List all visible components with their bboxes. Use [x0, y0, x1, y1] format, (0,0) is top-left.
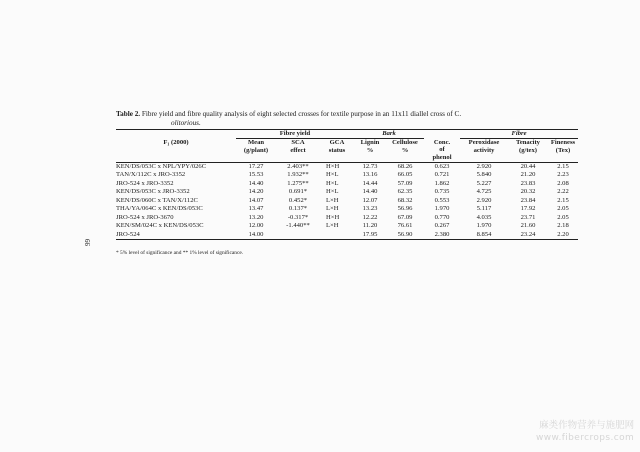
cell-gca: H×L	[326, 179, 339, 187]
column-header-line: F₁ (2000)	[163, 138, 189, 146]
cell-fineness: 2.20	[548, 231, 578, 240]
column-header	[548, 139, 578, 163]
header-group-fibre-yield: Fibre yield	[236, 130, 354, 139]
cell-phenol: 0.721	[434, 171, 450, 179]
cell-lignin: 12.07	[362, 196, 378, 204]
cell-lignin: 13.23	[362, 205, 378, 213]
cell-mean: 15.53	[248, 171, 264, 179]
cell-tenacity: 21.60	[520, 222, 536, 230]
column-header-row	[116, 139, 578, 163]
table-row	[116, 222, 578, 231]
table-row	[116, 197, 578, 206]
column-header	[460, 139, 508, 163]
cell-mean: 17.27	[248, 162, 264, 170]
cell-fineness: 2.18	[557, 222, 569, 230]
header-group-bark: Bark	[354, 130, 424, 139]
cell-fineness: 2.05	[557, 213, 569, 221]
table-row	[116, 171, 578, 180]
cell-lignin: 13.16	[362, 171, 378, 179]
cell-phenol: 1.862	[434, 179, 450, 187]
column-header	[354, 139, 386, 163]
cell-lignin: 12.22	[362, 213, 378, 221]
column-header-line: of	[439, 146, 445, 154]
column-header-line: Cellulose	[392, 139, 418, 146]
cell-gca: L×H	[326, 205, 339, 213]
cell-peroxidase: 5.117	[476, 205, 492, 213]
caption-text-line2: olitorious.	[171, 119, 201, 127]
column-header	[276, 139, 320, 163]
cell-cellulose: 76.61	[397, 222, 413, 230]
cell-cross: JRO-524 x JRO-3670	[116, 213, 174, 221]
cell-cellulose: 68.26	[397, 162, 413, 170]
cell-lignin: 12.73	[362, 162, 378, 170]
cell-mean: 12.00	[248, 222, 264, 230]
watermark-chinese-text: 麻类作物营养与施肥网	[539, 420, 635, 431]
cell-peroxidase: 2.920	[476, 162, 492, 170]
cell-lignin: 14.44	[362, 179, 378, 187]
cell-lignin: 17.95	[354, 231, 386, 240]
cell-mean: 13.47	[248, 205, 264, 213]
cell-phenol: 0.735	[434, 188, 450, 196]
column-header-line: activity	[473, 146, 495, 154]
cell-cross: TAN/X/112C x JRO-3352	[116, 171, 186, 179]
table-body	[116, 162, 578, 240]
column-header-line: effect	[290, 146, 306, 154]
column-header-line: (Tex)	[555, 146, 571, 154]
page-number: 99	[84, 239, 92, 246]
cell-peroxidase: 5.840	[476, 171, 492, 179]
cell-peroxidase: 5.227	[476, 179, 492, 187]
table-row	[116, 188, 578, 197]
cell-gca: H×L	[326, 188, 339, 196]
cell-cross: KEN/DS/053C x NPL/YPY/026C	[116, 162, 207, 170]
cell-fineness: 2.15	[557, 162, 569, 170]
table-row	[116, 205, 578, 214]
column-header	[424, 139, 460, 163]
cell-sca: -0.317*	[287, 213, 309, 221]
column-header-line: Mean	[247, 139, 265, 146]
cell-phenol: 0.770	[434, 213, 450, 221]
cell-peroxidase: 1.970	[476, 222, 492, 230]
cell-cellulose: 57.09	[397, 179, 413, 187]
cell-tenacity: 23.24	[508, 231, 548, 240]
table-row	[116, 162, 578, 171]
watermark	[536, 420, 634, 444]
cell-cross: KEN/DS/060C x TAN/X/112C	[116, 196, 198, 204]
column-header	[508, 139, 548, 163]
cell-phenol: 0.267	[434, 222, 450, 230]
header-group-fibre: Fibre	[460, 130, 578, 139]
cell-tenacity: 20.32	[520, 188, 536, 196]
column-header-line: (g/tex)	[519, 146, 537, 154]
column-header-line: %	[366, 146, 374, 154]
cell-sca: 2.403**	[287, 162, 309, 170]
cell-sca: 0.137*	[288, 205, 308, 213]
cell-mean: 13.20	[248, 213, 264, 221]
cell-cellulose: 68.32	[397, 196, 413, 204]
cell-cross: KEN/DS/053C x JRO-3352	[116, 188, 190, 196]
column-header-line: Tenacity	[516, 139, 540, 146]
column-header-line: GCA	[329, 139, 345, 146]
cell-tenacity: 23.83	[520, 179, 536, 187]
column-header	[116, 139, 236, 163]
cell-peroxidase: 8.854	[460, 231, 508, 240]
cell-cross: JRO-524 x JRO-3352	[116, 179, 174, 187]
cell-phenol: 0.623	[434, 162, 450, 170]
cell-fineness: 2.08	[557, 179, 569, 187]
cell-peroxidase: 4.035	[476, 213, 492, 221]
cell-sca: 1.275**	[287, 179, 309, 187]
cell-lignin: 11.20	[362, 222, 378, 230]
cell-fineness: 2.15	[557, 196, 569, 204]
cell-fineness: 2.22	[557, 188, 569, 196]
cell-mean: 14.20	[248, 188, 264, 196]
column-header-line: Conc.	[433, 138, 451, 146]
cell-cellulose: 56.96	[397, 205, 413, 213]
cell-lignin: 14.40	[362, 188, 378, 196]
caption-label: Table 2.	[116, 110, 141, 118]
column-header	[320, 139, 354, 163]
cell-tenacity: 17.92	[520, 205, 536, 213]
cell-cross: THA/YA/064C x KEN/DS/053C	[116, 205, 203, 213]
caption-text: Fibre yield and fibre quality analysis of eight selected crosses for textile purpose in an 11x11 diallel cross of C.	[141, 110, 462, 118]
fibre-yield-quality-table	[116, 129, 578, 240]
cell-gca: H×H	[326, 162, 340, 170]
watermark-url: www.fibercrops.com	[536, 433, 635, 443]
cell-cross: KEN/SM/024C x KEN/DS/053C	[116, 222, 204, 230]
column-header	[236, 139, 276, 163]
cell-sca: 0.691*	[288, 188, 308, 196]
column-header-line: (g/plant)	[243, 146, 269, 154]
cell-tenacity: 21.20	[520, 171, 536, 179]
cell-tenacity: 23.84	[520, 196, 536, 204]
cell-cellulose: 56.90	[386, 231, 424, 240]
cell-peroxidase: 2.920	[476, 196, 492, 204]
cell-gca: H×L	[326, 171, 339, 179]
cell-gca: H×H	[326, 213, 340, 221]
cell-cellulose: 66.05	[397, 171, 413, 179]
cell-phenol: 1.970	[434, 205, 450, 213]
column-header-line: %	[401, 146, 409, 154]
table-row	[116, 231, 578, 240]
table-caption	[116, 110, 496, 128]
column-header-line: status	[328, 146, 346, 154]
cell-mean: 14.07	[248, 196, 264, 204]
table-row	[116, 180, 578, 189]
cell-cellulose: 67.09	[397, 213, 413, 221]
cell-sca: 1.932**	[287, 171, 309, 179]
cell-gca: L×H	[326, 222, 339, 230]
cell-mean: 14.40	[248, 179, 264, 187]
column-header-line: Peroxidase	[468, 139, 500, 146]
column-header-line: phenol	[432, 153, 452, 161]
cell-phenol: 2.380	[424, 231, 460, 240]
cell-phenol: 0.553	[434, 196, 450, 204]
cell-cellulose: 62.35	[397, 188, 413, 196]
cell-peroxidase: 4.725	[476, 188, 492, 196]
cell-mean: 14.00	[236, 231, 276, 240]
cell-cross: JRO-524	[116, 231, 236, 240]
cell-sca: 0.452*	[288, 196, 308, 204]
column-header	[386, 139, 424, 163]
cell-sca	[276, 231, 320, 240]
column-header-line: SCA	[291, 139, 305, 146]
cell-tenacity: 20.44	[520, 162, 536, 170]
cell-fineness: 2.23	[557, 171, 569, 179]
header-group-row	[116, 130, 578, 139]
table-footnote: * 5% level of significance and ** 1% level of significance.	[116, 250, 244, 256]
column-header-line: Fineness	[550, 139, 576, 146]
cell-tenacity: 23.71	[520, 213, 536, 221]
cell-gca	[320, 231, 354, 240]
cell-gca: L×H	[326, 196, 339, 204]
table-row	[116, 214, 578, 223]
cell-sca: -1.440**	[286, 222, 310, 230]
column-header-line: Lignin	[360, 139, 380, 146]
cell-fineness: 2.05	[557, 205, 569, 213]
